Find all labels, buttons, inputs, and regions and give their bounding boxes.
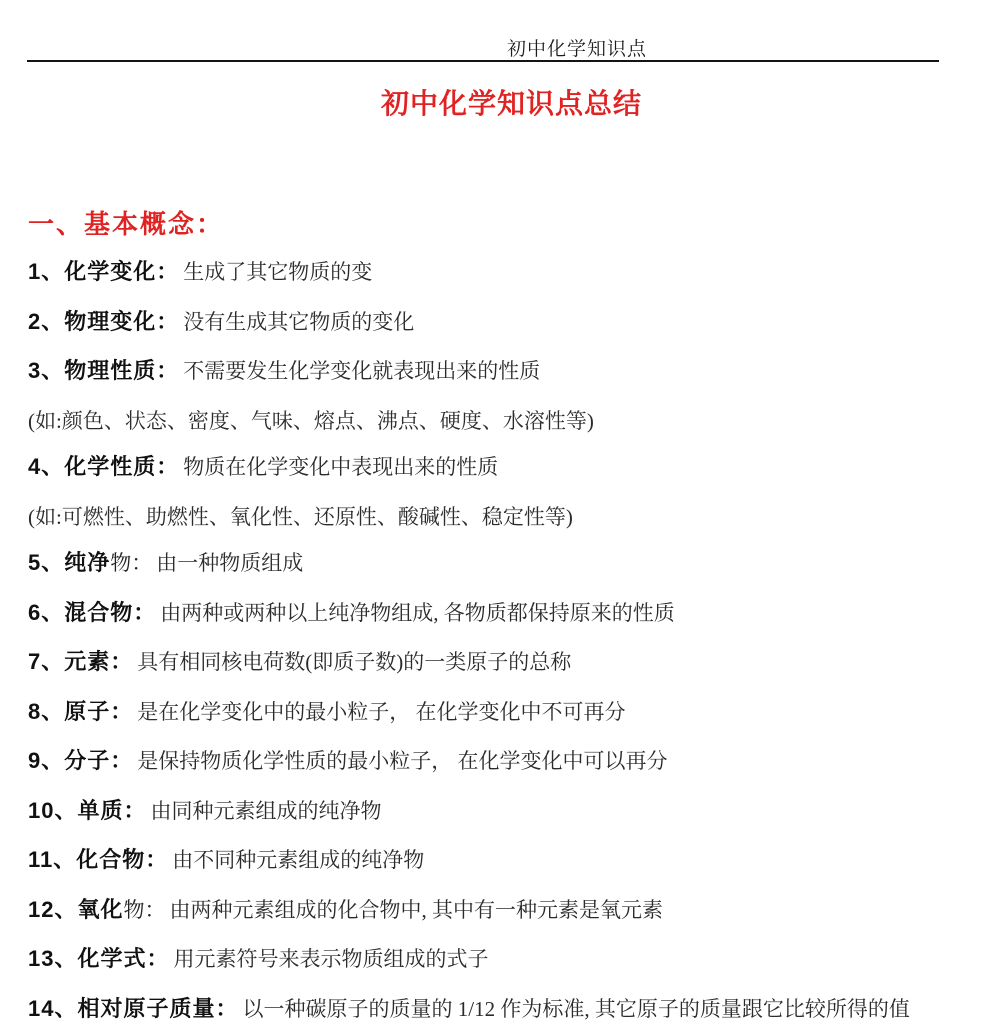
item-definition: 是在化学变化中的最小粒子， 在化学变化中不可再分: [137, 700, 625, 724]
list-item-4: [28, 444, 939, 494]
item-definition: 物质在化学变化中表现出来的性质: [183, 455, 498, 479]
list-item-13: [28, 936, 939, 986]
item-term: 13、化学式：: [28, 946, 169, 971]
item-term: 7、元素：: [28, 649, 133, 674]
item-term: 12、氧化: [28, 897, 123, 922]
item-definition: 由同种元素组成的纯净物: [150, 799, 381, 823]
item-term: 8、原子：: [28, 699, 133, 724]
item-term: 1、化学变化：: [28, 259, 179, 284]
item-definition: 由不同种元素组成的纯净物: [172, 848, 424, 872]
section-heading: 一、基本概念：: [28, 204, 224, 241]
item-definition: 用元素符号来表示物质组成的式子: [173, 947, 488, 971]
list-item-7: [28, 639, 939, 689]
item-term: 10、单质：: [28, 798, 146, 823]
item-term: 11、化合物：: [28, 847, 168, 872]
item-term-plain: 物：: [110, 551, 152, 575]
item-definition: 不需要发生化学变化就表现出来的性质: [183, 359, 540, 383]
item-term: 9、分子：: [28, 748, 133, 773]
item-definition: 由一种物质组成: [156, 551, 303, 575]
list-item-3: [28, 348, 939, 398]
header-rule: [27, 60, 939, 62]
item-term: 5、纯净: [28, 550, 110, 575]
list-item-8: [28, 689, 939, 739]
item-term-plain: 物：: [123, 898, 165, 922]
item-definition: 由两种元素组成的化合物中, 其中有一种元素是氧元素: [169, 898, 663, 922]
concept-list: [28, 249, 939, 1035]
item-term: 4、化学性质：: [28, 454, 179, 479]
list-item-9: [28, 738, 939, 788]
list-item-5: [28, 540, 939, 590]
item-term: 14、相对原子质量：: [28, 996, 238, 1021]
item-definition: 是保持物质化学性质的最小粒子， 在化学变化中可以再分: [137, 749, 667, 773]
item-definition: 具有相同核电荷数(即质子数)的一类原子的总称: [137, 650, 571, 674]
list-item-10: [28, 788, 939, 838]
running-header: 初中化学知识点: [507, 34, 647, 61]
list-item-11: [28, 837, 939, 887]
item-term: 6、混合物：: [28, 600, 156, 625]
list-item-1: [28, 249, 939, 299]
item-term: 2、物理变化：: [28, 309, 179, 334]
list-item-2: [28, 299, 939, 349]
document-title: 初中化学知识点总结: [39, 82, 984, 122]
item-term: 3、物理性质：: [28, 358, 179, 383]
list-item-12: [28, 887, 939, 937]
item-definition: 以一种碳原子的质量的 1/12 作为标准, 其它原子的质量跟它比较所得的值: [242, 997, 909, 1021]
list-item-6: [28, 590, 939, 640]
note-physical-properties: (如:颜色、状态、密度、气味、熔点、沸点、硬度、水溶性等): [28, 398, 939, 445]
list-item-14: [28, 986, 939, 1035]
item-definition: 由两种或两种以上纯净物组成, 各物质都保持原来的性质: [160, 601, 675, 625]
item-definition: 没有生成其它物质的变化: [183, 310, 414, 334]
note-chemical-properties: (如:可燃性、助燃性、氧化性、还原性、酸碱性、稳定性等): [28, 494, 939, 541]
item-definition: 生成了其它物质的变: [183, 260, 372, 284]
